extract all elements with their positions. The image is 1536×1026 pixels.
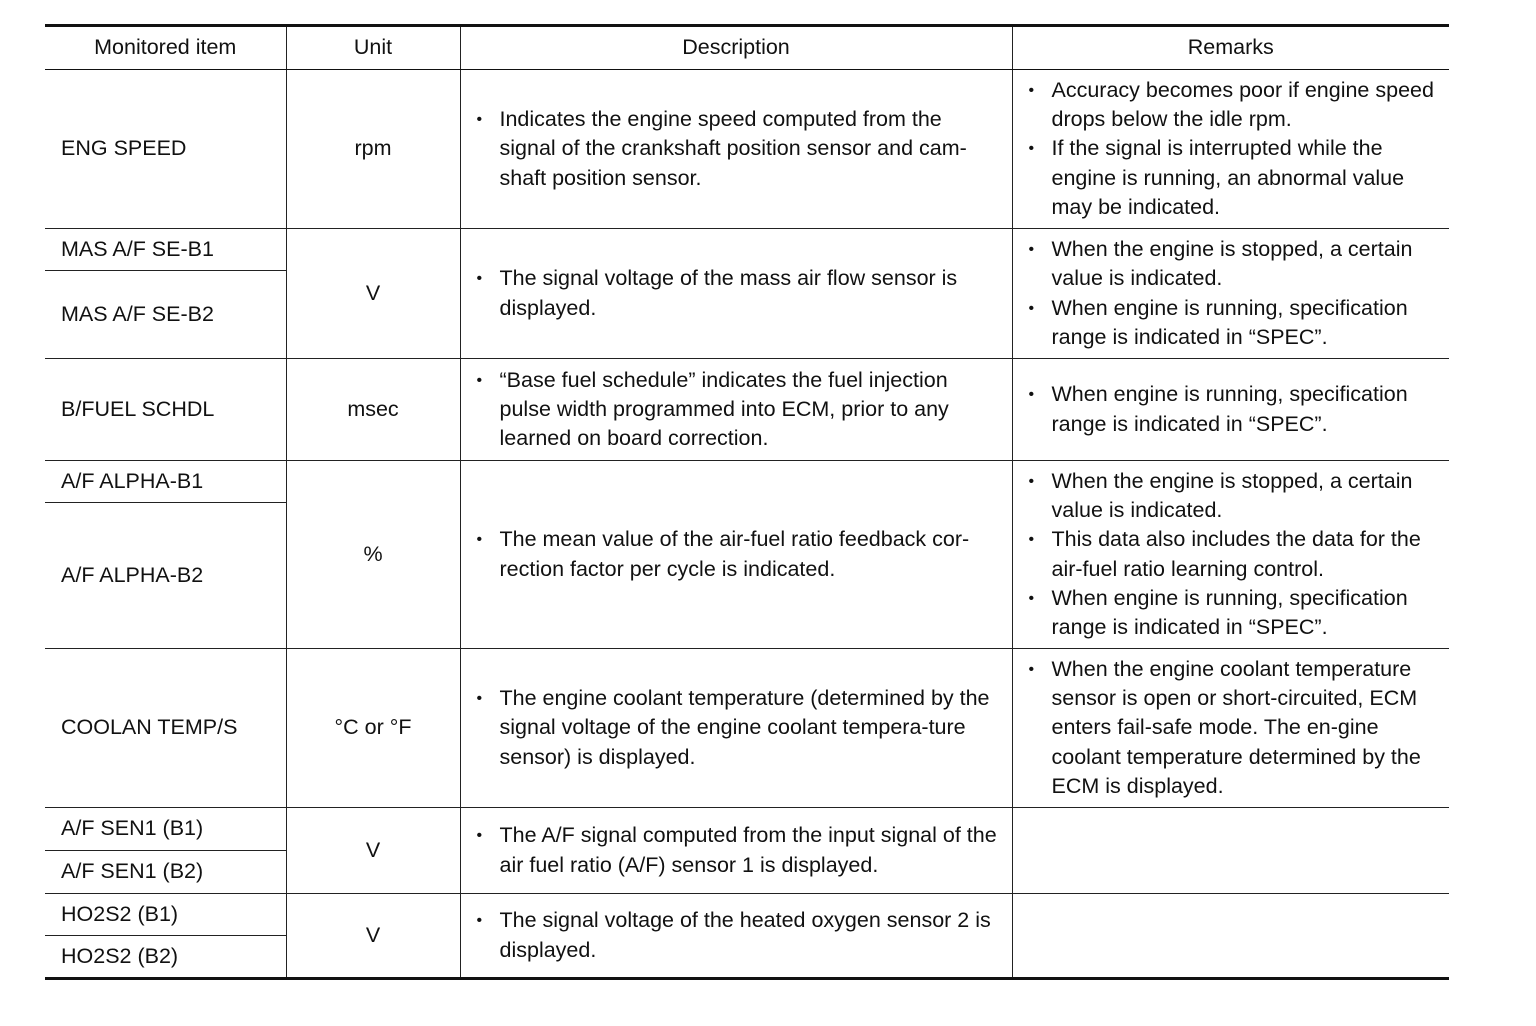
description-bullet: • “Base fuel schedule” indicates the fuel injection pulse width programmed into ECM, prior to any learned on board correction. <box>475 366 1002 454</box>
remarks-cell <box>1012 808 1449 894</box>
monitored-item: A/F ALPHA-B1 <box>45 461 286 503</box>
unit-cell: msec <box>286 359 460 461</box>
monitored-item: MAS A/F SE-B1 <box>45 229 286 271</box>
header-row <box>45 26 1449 70</box>
remark-bullet: • When engine is running, specification range is indicated in “SPEC”. <box>1027 584 1440 643</box>
remarks-cell <box>1012 649 1449 808</box>
header-unit: Unit <box>286 26 460 70</box>
table-row <box>45 894 1449 936</box>
description-bullet: • The A/F signal computed from the input signal of the air fuel ratio (A/F) sensor 1 is displayed. <box>475 821 1002 880</box>
header-remarks: Remarks <box>1012 26 1449 70</box>
table-row <box>45 461 1449 503</box>
description-cell <box>460 70 1012 229</box>
header-monitored-item: Monitored item <box>45 26 286 70</box>
description-bullet: • The signal voltage of the mass air flow sensor is displayed. <box>475 264 1002 323</box>
monitored-item: A/F ALPHA-B2 <box>45 503 286 649</box>
unit-cell: V <box>286 894 460 979</box>
unit-cell: V <box>286 229 460 359</box>
unit-cell: % <box>286 461 460 649</box>
unit-cell: °C or °F <box>286 649 460 808</box>
description-cell <box>460 359 1012 461</box>
table-row <box>45 359 1449 461</box>
remarks-cell <box>1012 359 1449 461</box>
description-bullet: • Indicates the engine speed computed from the signal of the crankshaft position sensor and cam-shaft position sensor. <box>475 105 1002 193</box>
remark-bullet: • This data also includes the data for the air-fuel ratio learning control. <box>1027 525 1440 584</box>
table-row <box>45 649 1449 808</box>
remarks-cell <box>1012 461 1449 649</box>
remark-bullet: • When the engine coolant temperature sensor is open or short-circuited, ECM enters fail-safe mode. The en-gine coolant temperature determined by the ECM is displayed. <box>1027 655 1440 801</box>
remarks-cell <box>1012 229 1449 359</box>
remark-bullet: • Accuracy becomes poor if engine speed drops below the idle rpm. <box>1027 76 1440 135</box>
monitored-item: HO2S2 (B1) <box>45 894 286 936</box>
monitored-item: COOLAN TEMP/S <box>45 649 286 808</box>
monitored-item: ENG SPEED <box>45 70 286 229</box>
description-cell <box>460 894 1012 979</box>
remarks-cell <box>1012 894 1449 979</box>
remark-bullet: • When engine is running, specification range is indicated in “SPEC”. <box>1027 294 1440 353</box>
monitor-table <box>45 24 1449 980</box>
description-bullet: • The signal voltage of the heated oxygen sensor 2 is displayed. <box>475 906 1002 965</box>
monitored-item: MAS A/F SE-B2 <box>45 271 286 359</box>
description-cell <box>460 461 1012 649</box>
table-row <box>45 808 1449 851</box>
remarks-cell <box>1012 70 1449 229</box>
description-bullet: • The mean value of the air-fuel ratio feedback cor-rection factor per cycle is indicated. <box>475 525 1002 584</box>
monitored-item: B/FUEL SCHDL <box>45 359 286 461</box>
remark-bullet: • When the engine is stopped, a certain value is indicated. <box>1027 235 1440 294</box>
header-description: Description <box>460 26 1012 70</box>
description-cell <box>460 808 1012 894</box>
table-row <box>45 229 1449 271</box>
monitored-item: HO2S2 (B2) <box>45 936 286 979</box>
remark-bullet: • When engine is running, specification range is indicated in “SPEC”. <box>1027 380 1440 439</box>
remark-bullet: • When the engine is stopped, a certain value is indicated. <box>1027 467 1440 526</box>
monitored-item: A/F SEN1 (B2) <box>45 851 286 894</box>
monitored-item: A/F SEN1 (B1) <box>45 808 286 851</box>
remark-bullet: • If the signal is interrupted while the engine is running, an abnormal value may be indicated. <box>1027 134 1440 222</box>
unit-cell: rpm <box>286 70 460 229</box>
description-bullet: • The engine coolant temperature (determined by the signal voltage of the engine coolant tempera-ture sensor) is displayed. <box>475 684 1002 772</box>
description-cell <box>460 229 1012 359</box>
unit-cell: V <box>286 808 460 894</box>
description-cell <box>460 649 1012 808</box>
table-row <box>45 70 1449 229</box>
